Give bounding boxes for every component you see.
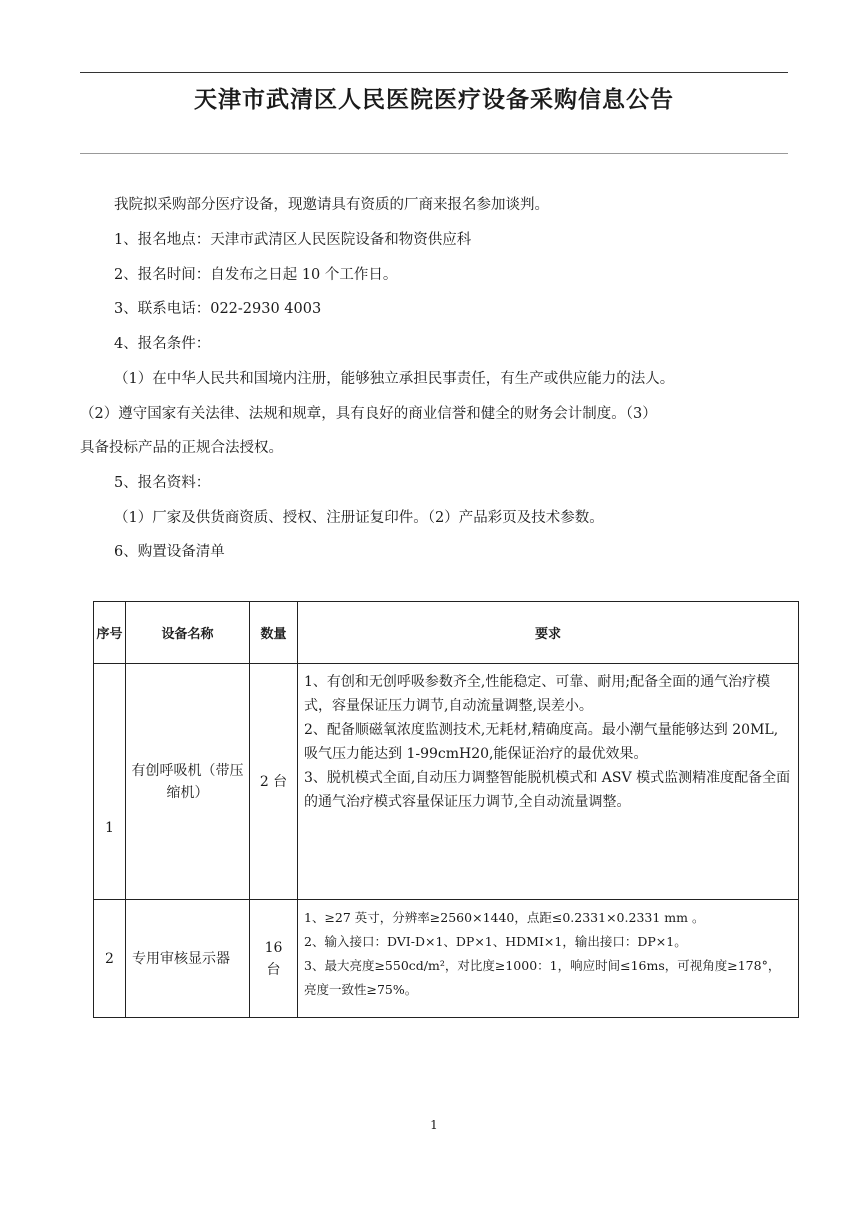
row-1-requirement-3: 3、脱机模式全面,自动压力调整智能脱机模式和 ASV 模式监测精准度配备全面的通气治疗模式容量保证压力调节,全自动流量调整。 xyxy=(304,770,791,810)
registration-conditions-heading: 4、报名条件： xyxy=(114,336,211,352)
row-2-name: 专用审核显示器 xyxy=(126,900,250,1018)
registration-materials: （1）厂家及供货商资质、授权、注册证复印件。（2）产品彩页及技术参数。 xyxy=(114,510,604,526)
condition-line-3: 具备投标产品的正规合法授权。 xyxy=(80,440,283,456)
title-top-rule xyxy=(80,72,788,73)
intro-paragraph: 我院拟采购部分医疗设备，现邀请具有资质的厂商来报名参加谈判。 xyxy=(114,197,549,213)
header-qty: 数量 xyxy=(250,602,298,664)
page-title: 天津市武清区人民医院医疗设备采购信息公告 xyxy=(194,87,674,113)
row-1-requirement-1: 1、有创和无创呼吸参数齐全,性能稳定、可靠、耐用;配备全面的通气治疗模式，容量保证压力调节,自动流量调整,误差小。 xyxy=(304,674,771,714)
equipment-list-heading: 6、购置设备清单 xyxy=(114,544,225,560)
equipment-table xyxy=(93,601,799,1018)
row-2-qty: 16 台 xyxy=(250,900,298,1018)
header-requirements: 要求 xyxy=(298,602,799,664)
title-bottom-rule xyxy=(80,153,788,154)
table-header-row xyxy=(94,602,799,664)
registration-materials-heading: 5、报名资料： xyxy=(114,475,211,491)
row-1-qty: 2 台 xyxy=(250,664,298,900)
contact-phone: 3、联系电话：022-2930 4003 xyxy=(114,301,322,317)
condition-line-2: （2）遵守国家有关法律、法规和规章，具有良好的商业信誉和健全的财务会计制度。（3） xyxy=(80,406,657,422)
row-1-requirement-2: 2、配备顺磁氧浓度监测技术,无耗材,精确度高。最小潮气量能够达到 20ML,吸气压力能达到 1-99cmH20,能保证治疗的最优效果。 xyxy=(304,722,779,762)
registration-time: 2、报名时间：自发布之日起 10 个工作日。 xyxy=(114,267,398,283)
row-1-name: 有创呼吸机（带压缩机） xyxy=(126,664,250,900)
table-row xyxy=(94,900,799,1018)
condition-line-1: （1）在中华人民共和国境内注册，能够独立承担民事责任，有生产或供应能力的法人。 xyxy=(114,371,675,387)
row-1-seq: 1 xyxy=(94,664,126,900)
header-name: 设备名称 xyxy=(126,602,250,664)
row-2-seq: 2 xyxy=(94,900,126,1018)
row-2-requirement-3: 3、最大亮度≥550cd/m²，对比度≥1000：1，响应时间≤16ms，可视角度≥178°，亮度一致性≥75%。 xyxy=(304,958,781,997)
page-number: 1 xyxy=(430,1118,438,1132)
registration-location: 1、报名地点：天津市武清区人民医院设备和物资供应科 xyxy=(114,232,472,248)
table-row xyxy=(94,664,799,900)
row-2-requirement-2: 2、输入接口：DVI-D×1、DP×1、HDMI×1，输出接口：DP×1。 xyxy=(304,934,687,949)
header-seq: 序号 xyxy=(94,602,126,664)
row-2-requirement-1: 1、≥27 英寸，分辨率≥2560×1440，点距≤0.2331×0.2331 mm 。 xyxy=(304,910,705,925)
row-2-requirements xyxy=(298,900,799,1018)
row-1-requirements xyxy=(298,664,799,900)
